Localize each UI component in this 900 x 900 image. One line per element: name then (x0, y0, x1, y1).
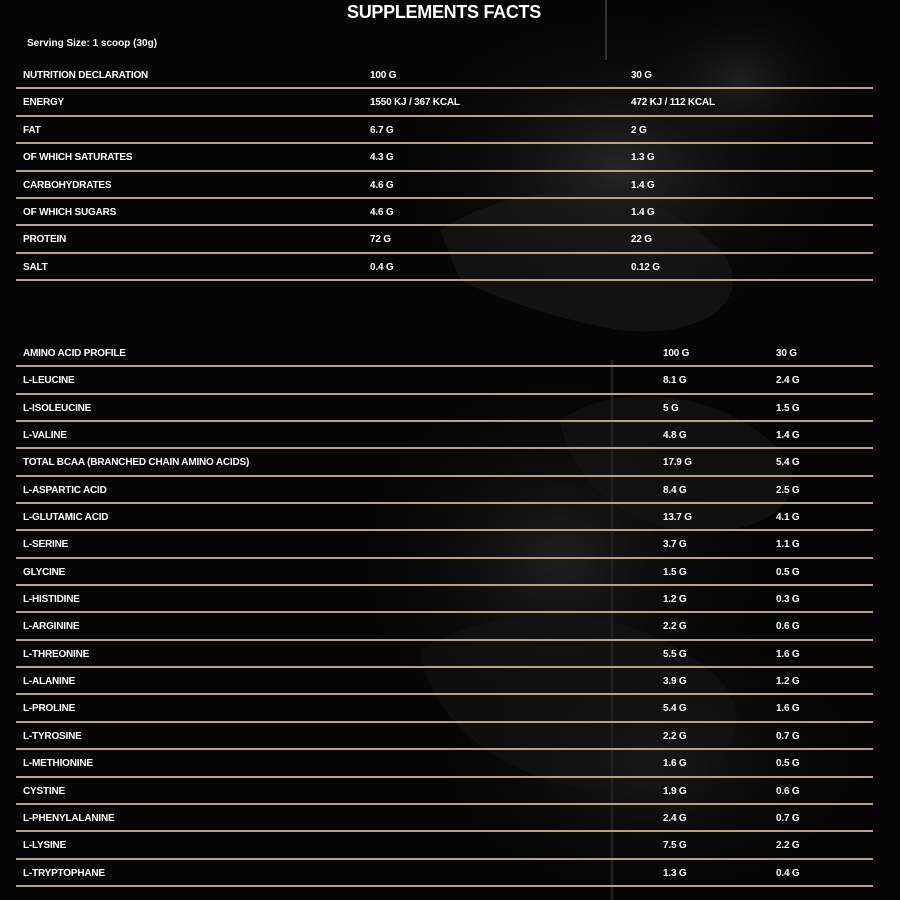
value-per-30g: 2.4 G (776, 375, 800, 387)
nutrition-table (16, 62, 873, 281)
row-label: OF WHICH SATURATES (23, 152, 133, 164)
value-per-100g: 13.7 G (663, 512, 692, 524)
amino-row (16, 723, 873, 750)
row-label: FAT (23, 124, 41, 136)
row-label: GLYCINE (23, 566, 66, 578)
value-per-100g: 5 G (663, 402, 679, 414)
value-per-30g: 0.7 G (776, 812, 800, 824)
value-per-30g: 472 KJ / 112 KCAL (631, 97, 715, 109)
page-title: SUPPLEMENTS FACTS (347, 2, 541, 22)
value-per-30g: 22 G (631, 234, 652, 246)
value-per-100g: 8.4 G (663, 484, 687, 496)
nutrition-row (16, 226, 873, 253)
row-label: SALT (23, 261, 48, 273)
value-per-30g: 0.12 G (631, 261, 660, 273)
value-per-100g: 17.9 G (663, 457, 692, 469)
row-label: L-LEUCINE (23, 375, 75, 387)
amino-row (16, 832, 873, 859)
value-per-30g: 30 G (631, 70, 652, 81)
amino-row (16, 641, 873, 668)
amino-row (16, 805, 873, 832)
row-label: CARBOHYDRATES (23, 179, 112, 191)
value-per-100g: 5.5 G (663, 648, 687, 660)
value-per-100g: 1.3 G (663, 867, 687, 879)
nutrition-row (16, 199, 873, 226)
row-label: L-METHIONINE (23, 758, 93, 770)
value-per-100g: 100 G (370, 70, 397, 81)
amino-row (16, 750, 873, 777)
value-per-30g: 1.1 G (776, 539, 800, 551)
amino-header (16, 340, 873, 367)
amino-row (16, 477, 873, 504)
row-label: L-PHENYLALANINE (23, 812, 115, 824)
row-label: L-LYSINE (23, 840, 67, 852)
amino-row (16, 586, 873, 613)
nutrition-header (16, 62, 873, 89)
value-per-30g: 1.4 G (631, 206, 655, 218)
value-per-30g: 2.5 G (776, 484, 800, 496)
amino-acid-table (16, 340, 873, 887)
value-per-100g: 0.4 G (370, 261, 394, 273)
nutrition-row (16, 172, 873, 199)
value-per-30g: 1.5 G (776, 402, 800, 414)
amino-row (16, 395, 873, 422)
row-label: PROTEIN (23, 234, 67, 246)
row-label: L-GLUTAMIC ACID (23, 512, 109, 524)
nutrition-row (16, 144, 873, 171)
amino-row (16, 668, 873, 695)
value-per-100g: 3.9 G (663, 676, 687, 688)
amino-row (16, 613, 873, 640)
amino-row (16, 695, 873, 722)
value-per-100g: 3.7 G (663, 539, 687, 551)
serving-size: Serving Size: 1 scoop (30g) (27, 38, 158, 49)
value-per-100g: 7.5 G (663, 840, 687, 852)
value-per-100g: 1.2 G (663, 594, 687, 606)
value-per-30g: 0.4 G (776, 867, 800, 879)
value-per-30g: 1.6 G (776, 648, 800, 660)
amino-row (16, 449, 873, 476)
amino-row (16, 778, 873, 805)
value-per-30g: 0.5 G (776, 758, 800, 770)
value-per-30g: 0.6 G (776, 621, 800, 633)
row-label: TOTAL BCAA (BRANCHED CHAIN AMINO ACIDS) (23, 457, 250, 469)
value-per-30g: 1.2 G (776, 676, 800, 688)
row-label: L-THREONINE (23, 648, 90, 660)
value-per-100g: 100 G (663, 348, 690, 359)
row-label: L-VALINE (23, 430, 67, 442)
value-per-100g: 1.6 G (663, 758, 687, 770)
value-per-100g: 2.2 G (663, 621, 687, 633)
row-label: NUTRITION DECLARATION (23, 70, 149, 81)
amino-row (16, 531, 873, 558)
value-per-30g: 30 G (776, 348, 797, 359)
value-per-100g: 2.2 G (663, 730, 687, 742)
nutrition-row (16, 117, 873, 144)
row-label: OF WHICH SUGARS (23, 206, 117, 218)
row-label: L-ALANINE (23, 676, 76, 688)
value-per-30g: 4.1 G (776, 512, 800, 524)
value-per-100g: 5.4 G (663, 703, 687, 715)
row-label: ENERGY (23, 97, 65, 109)
value-per-100g: 4.6 G (370, 206, 394, 218)
value-per-30g: 2.2 G (776, 840, 800, 852)
row-label: AMINO ACID PROFILE (23, 348, 126, 359)
value-per-100g: 1.5 G (663, 566, 687, 578)
row-label: L-SERINE (23, 539, 69, 551)
value-per-30g: 1.6 G (776, 703, 800, 715)
value-per-100g: 1.9 G (663, 785, 687, 797)
amino-row (16, 367, 873, 394)
amino-row (16, 860, 873, 887)
value-per-30g: 0.6 G (776, 785, 800, 797)
value-per-30g: 0.7 G (776, 730, 800, 742)
amino-row (16, 504, 873, 531)
value-per-100g: 72 G (370, 234, 391, 246)
row-label: L-ARGININE (23, 621, 80, 633)
value-per-100g: 6.7 G (370, 124, 394, 136)
value-per-30g: 1.4 G (776, 430, 800, 442)
nutrition-row (16, 254, 873, 281)
value-per-100g: 4.6 G (370, 179, 394, 191)
amino-row (16, 422, 873, 449)
amino-row (16, 559, 873, 586)
value-per-100g: 8.1 G (663, 375, 687, 387)
value-per-100g: 2.4 G (663, 812, 687, 824)
value-per-100g: 4.8 G (663, 430, 687, 442)
value-per-100g: 4.3 G (370, 152, 394, 164)
value-per-30g: 5.4 G (776, 457, 800, 469)
value-per-30g: 2 G (631, 124, 647, 136)
row-label: L-PROLINE (23, 703, 76, 715)
value-per-30g: 0.3 G (776, 594, 800, 606)
nutrition-row (16, 89, 873, 116)
row-label: L-TYROSINE (23, 730, 82, 742)
row-label: L-ASPARTIC ACID (23, 484, 107, 496)
row-label: L-TRYPTOPHANE (23, 867, 105, 879)
value-per-30g: 1.4 G (631, 179, 655, 191)
value-per-30g: 1.3 G (631, 152, 655, 164)
value-per-100g: 1550 KJ / 367 KCAL (370, 97, 460, 109)
row-label: L-HISTIDINE (23, 594, 80, 606)
row-label: CYSTINE (23, 785, 65, 797)
row-label: L-ISOLEUCINE (23, 402, 92, 414)
value-per-30g: 0.5 G (776, 566, 800, 578)
